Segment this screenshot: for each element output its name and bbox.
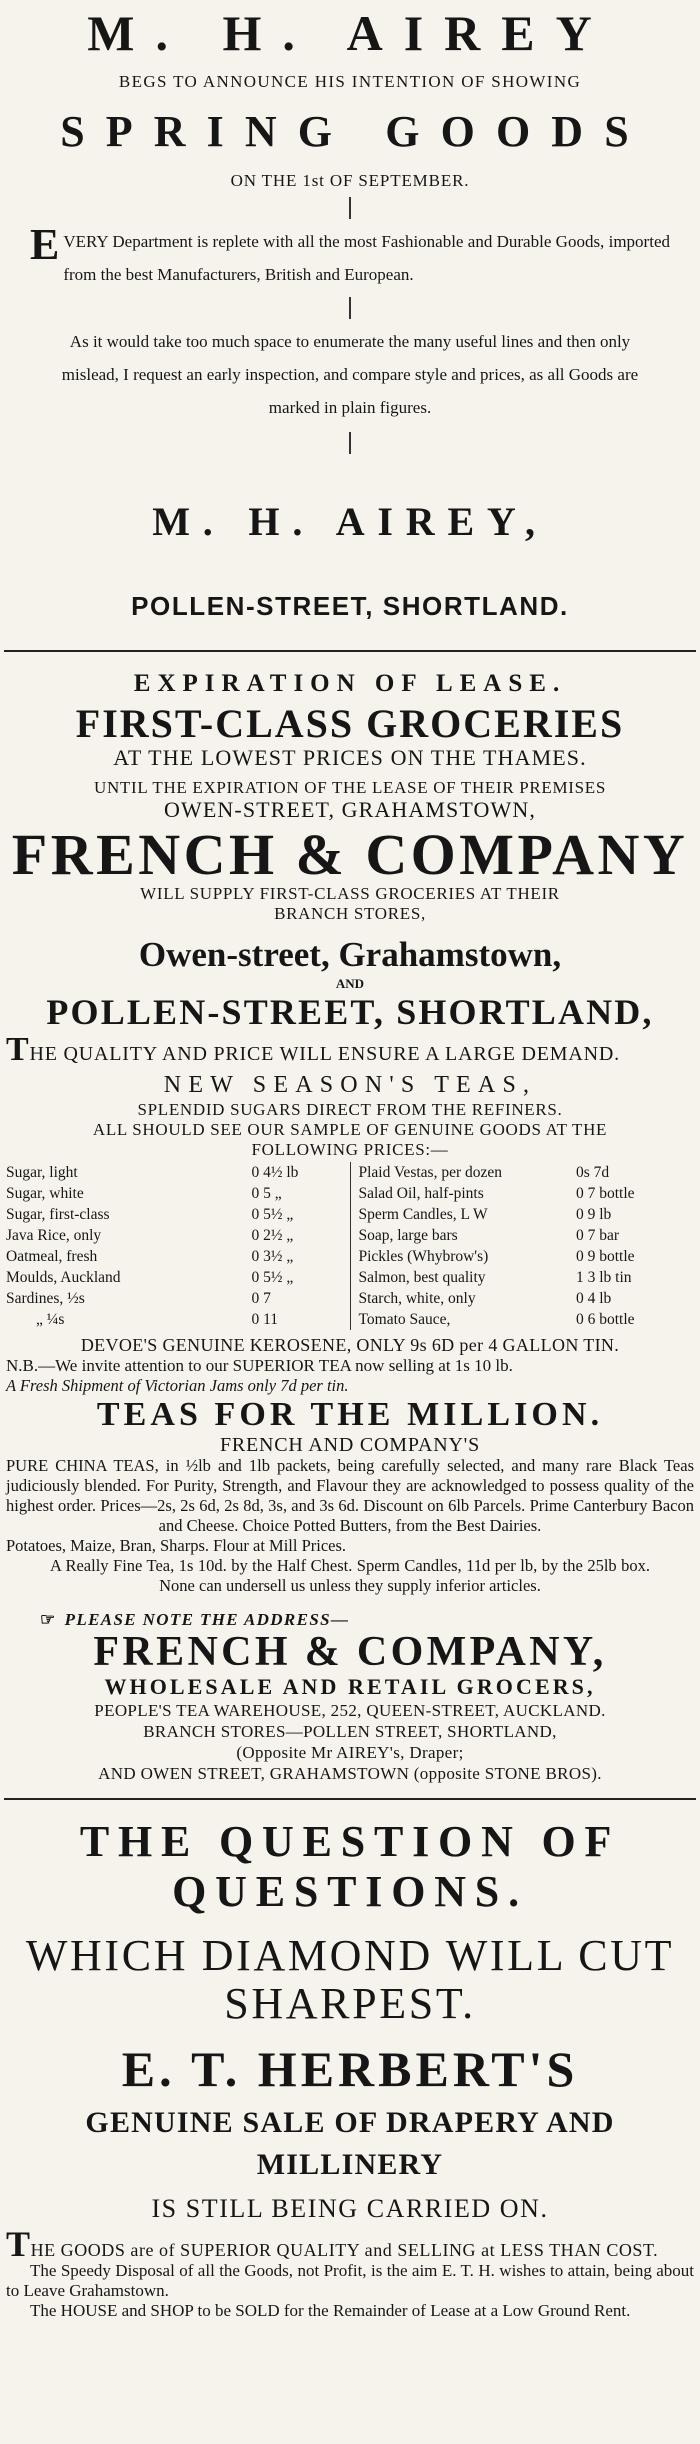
- which-diamond-line-2: SHARPEST.: [224, 1979, 476, 2028]
- item-price: 1 3 lb tin: [576, 1269, 632, 1286]
- item-name: Sugar, white: [6, 1185, 84, 1202]
- quality-text: HE QUALITY AND PRICE WILL ENSURE A LARGE DEMAND.: [29, 1043, 620, 1065]
- item-price: 0 9 lb: [576, 1206, 612, 1223]
- item-price: 0 5½ „: [251, 1269, 294, 1286]
- price-row: [359, 1267, 695, 1288]
- item-price: 0 7 bar: [576, 1227, 620, 1244]
- french-company-address-heading: FRENCH & COMPANY,: [93, 1629, 607, 1675]
- price-row: [6, 1162, 342, 1183]
- column-rule: [4, 1798, 696, 1800]
- price-row: [359, 1183, 695, 1204]
- airey-advertisement: [0, 4, 700, 622]
- pollen-street-heading: POLLEN-STREET, SHORTLAND,: [46, 992, 654, 1032]
- owen-street-heading: Owen-street, Grahamstown,: [138, 935, 562, 974]
- price-row: [6, 1225, 342, 1246]
- item-price: 0 4½ lb: [251, 1164, 299, 1181]
- quality-line: [0, 1031, 700, 1068]
- divider-tick: [349, 297, 351, 319]
- price-row: [359, 1204, 695, 1225]
- airey-announcement: BEGS TO ANNOUNCE HIS INTENTION OF SHOWING: [118, 72, 582, 91]
- genuine-sale-line-2: MILLINERY: [256, 2148, 444, 2181]
- price-row: [6, 1309, 342, 1330]
- branch-stores-address: BRANCH STORES—POLLEN STREET, SHORTLAND,: [143, 1722, 557, 1741]
- item-name: Java Rice, only: [6, 1227, 102, 1244]
- owen-grahamstown-line: OWEN-STREET, GRAHAMSTOWN,: [164, 797, 536, 822]
- item-name: Sardines, ½s: [6, 1290, 85, 1307]
- branch-stores-line: BRANCH STORES,: [274, 904, 426, 923]
- nb-line: N.B.—We invite attention to our SUPERIOR TEA now selling at 1s 10 lb.: [6, 1356, 513, 1375]
- spring-goods-heading: SPRING GOODS: [60, 107, 650, 156]
- item-price: 0 3½ „: [251, 1248, 294, 1265]
- will-supply-line: WILL SUPPLY FIRST-CLASS GROCERIES AT THEIR: [140, 884, 560, 903]
- goods-text: HE GOODS are of SUPERIOR QUALITY and SELLING at LESS THAN COST.: [30, 2240, 659, 2260]
- price-row: [359, 1225, 695, 1246]
- item-price: 0 7 bottle: [576, 1185, 635, 1202]
- expiration-heading: EXPIRATION OF LEASE.: [133, 670, 567, 697]
- please-note-text: PLEASE NOTE THE ADDRESS—: [64, 1610, 350, 1629]
- herbert-heading: E. T. HERBERT'S: [121, 2041, 579, 2097]
- which-diamond-line-1: WHICH DIAMOND WILL CUT: [25, 1931, 675, 1980]
- airey-paragraph-1-text: VERY Department is replete with all the most Fashionable and Durable Goods, imported from the best Manufacturers, British and European.: [63, 232, 670, 284]
- item-name: Plaid Vestas, per dozen: [358, 1164, 502, 1181]
- item-name: Sugar, light: [6, 1164, 78, 1181]
- potatoes-line: Potatoes, Maize, Bran, Sharps. Flour at Mill Prices.: [6, 1536, 347, 1555]
- item-price: 0 9 bottle: [576, 1248, 635, 1265]
- item-name: Sperm Candles, L W: [358, 1206, 488, 1223]
- house-shop-paragraph: The HOUSE and SHOP to be SOLD for the Remainder of Lease at a Low Ground Rent.: [30, 2301, 631, 2320]
- price-column-left: [6, 1162, 351, 1330]
- item-price: 0 2½ „: [251, 1227, 294, 1244]
- item-name: „ ¼s: [36, 1311, 65, 1328]
- price-column-right: [351, 1162, 695, 1330]
- wholesale-line: WHOLESALE AND RETAIL GROCERS,: [104, 1674, 596, 1699]
- new-season-teas-heading: NEW SEASON'S TEAS,: [163, 1072, 537, 1098]
- herbert-advertisement: [0, 1818, 700, 2321]
- item-name: Salad Oil, half-pints: [358, 1185, 484, 1202]
- price-row: [359, 1246, 695, 1267]
- item-price: 0 11: [251, 1311, 279, 1328]
- warehouse-address: PEOPLE'S TEA WAREHOUSE, 252, QUEEN-STREET, AUCKLAND.: [94, 1701, 606, 1720]
- drop-cap: T: [6, 1031, 30, 1068]
- item-price: 0 4 lb: [576, 1290, 612, 1307]
- until-line: UNTIL THE EXPIRATION OF THE LEASE OF THEIR PREMISES: [94, 778, 606, 797]
- price-row: [359, 1288, 695, 1309]
- pointing-hand-icon: ☞: [40, 1610, 57, 1629]
- question-heading-1: THE QUESTION OF: [79, 1817, 621, 1866]
- pure-china-paragraph: PURE CHINA TEAS, in ½lb and 1lb packets, being carefully selected, and many rare Black Teas judiciously blended. For Purity, Strength, and Flavour they are acknowledged to possess quality of the highest order. Prices—2s, 2s 6d, 2s 8d, 3s, and 3s 6d. Discount on 6lb Parcels. Prime Canterbury Bacon and Cheese. Choice Potted Butters, from the Best Dairies.: [6, 1456, 694, 1535]
- lowest-prices-line: AT THE LOWEST PRICES ON THE THAMES.: [113, 745, 587, 770]
- first-class-heading: FIRST-CLASS GROCERIES: [75, 701, 625, 746]
- item-name: Sugar, first-class: [6, 1206, 110, 1223]
- price-row: [6, 1288, 342, 1309]
- airey-date: ON THE 1st OF SEPTEMBER.: [230, 171, 470, 190]
- item-price: 0 7: [251, 1290, 271, 1307]
- and-word: AND: [335, 976, 365, 991]
- drop-cap: T: [6, 2224, 31, 2264]
- item-name: Oatmeal, fresh: [6, 1248, 98, 1265]
- french-company-heading: FRENCH & COMPANY: [11, 822, 689, 887]
- french-company-advertisement: [0, 670, 700, 1784]
- please-note-line: [0, 1610, 700, 1630]
- item-price: 0 5 „: [251, 1185, 282, 1202]
- price-row: [6, 1246, 342, 1267]
- french-company-subheading: FRENCH AND COMPANY'S: [219, 1434, 481, 1456]
- divider-tick: [349, 432, 351, 454]
- question-heading-2: QUESTIONS.: [172, 1867, 528, 1916]
- kerosene-line: DEVOE'S GENUINE KEROSENE, ONLY 9s 6D per 4 GALLON TIN.: [80, 1335, 620, 1355]
- still-carried-on-line: IS STILL BEING CARRIED ON.: [151, 2194, 549, 2223]
- divider-tick: [349, 197, 351, 219]
- goods-paragraph: [0, 2224, 700, 2264]
- jams-line: A Fresh Shipment of Victorian Jams only 7d per tin.: [6, 1376, 349, 1395]
- following-prices-line: FOLLOWING PRICES:—: [251, 1140, 449, 1159]
- teas-million-heading: TEAS FOR THE MILLION.: [96, 1396, 604, 1433]
- item-name: Pickles (Whybrow's): [358, 1248, 489, 1265]
- item-name: Starch, white, only: [358, 1290, 476, 1307]
- price-list: [0, 1162, 700, 1330]
- airey-heading: M. H. AIREY: [87, 5, 613, 61]
- fine-tea-paragraph: A Really Fine Tea, 1s 10d. by the Half Chest. Sperm Candles, 11d per lb, by the 25lb box. None can undersell us unless they supply inferior articles.: [50, 1556, 650, 1595]
- price-row: [359, 1309, 695, 1330]
- item-name: Moulds, Auckland: [6, 1269, 121, 1286]
- airey-paragraph-1: [0, 220, 700, 291]
- sugars-line: SPLENDID SUGARS DIRECT FROM THE REFINERS.: [137, 1100, 563, 1119]
- price-row: [6, 1204, 342, 1225]
- drop-cap: E: [30, 220, 60, 269]
- price-row: [6, 1267, 342, 1288]
- price-row: [6, 1183, 342, 1204]
- item-name: Soap, large bars: [358, 1227, 458, 1244]
- item-price: 0 5½ „: [251, 1206, 294, 1223]
- item-name: Salmon, best quality: [358, 1269, 486, 1286]
- airey-paragraph-2: As it would take too much space to enumerate the many useful lines and then only mislead, I request an early inspection, and compare style and prices, as all Goods are marked in plain figures.: [61, 332, 639, 417]
- price-row: [359, 1162, 695, 1183]
- speedy-disposal-paragraph: The Speedy Disposal of all the Goods, not Profit, is the aim E. T. H. wishes to attain, being about to Leave Grahamstown.: [6, 2261, 694, 2300]
- item-name: Tomato Sauce,: [358, 1311, 451, 1328]
- genuine-sale-line-1: GENUINE SALE OF DRAPERY AND: [85, 2106, 615, 2139]
- airey-address: POLLEN-STREET, SHORTLAND.: [131, 591, 569, 621]
- owen-street-address: AND OWEN STREET, GRAHAMSTOWN (opposite STONE BROS).: [98, 1764, 602, 1783]
- item-price: 0 6 bottle: [576, 1311, 635, 1328]
- sample-line: ALL SHOULD SEE OUR SAMPLE OF GENUINE GOODS AT THE: [92, 1120, 608, 1139]
- airey-footer-name: M. H. AIREY,: [152, 499, 548, 544]
- column-rule: [4, 650, 696, 652]
- opposite-airey-line: (Opposite Mr AIREY's, Draper;: [236, 1743, 464, 1762]
- item-price: 0s 7d: [576, 1164, 610, 1181]
